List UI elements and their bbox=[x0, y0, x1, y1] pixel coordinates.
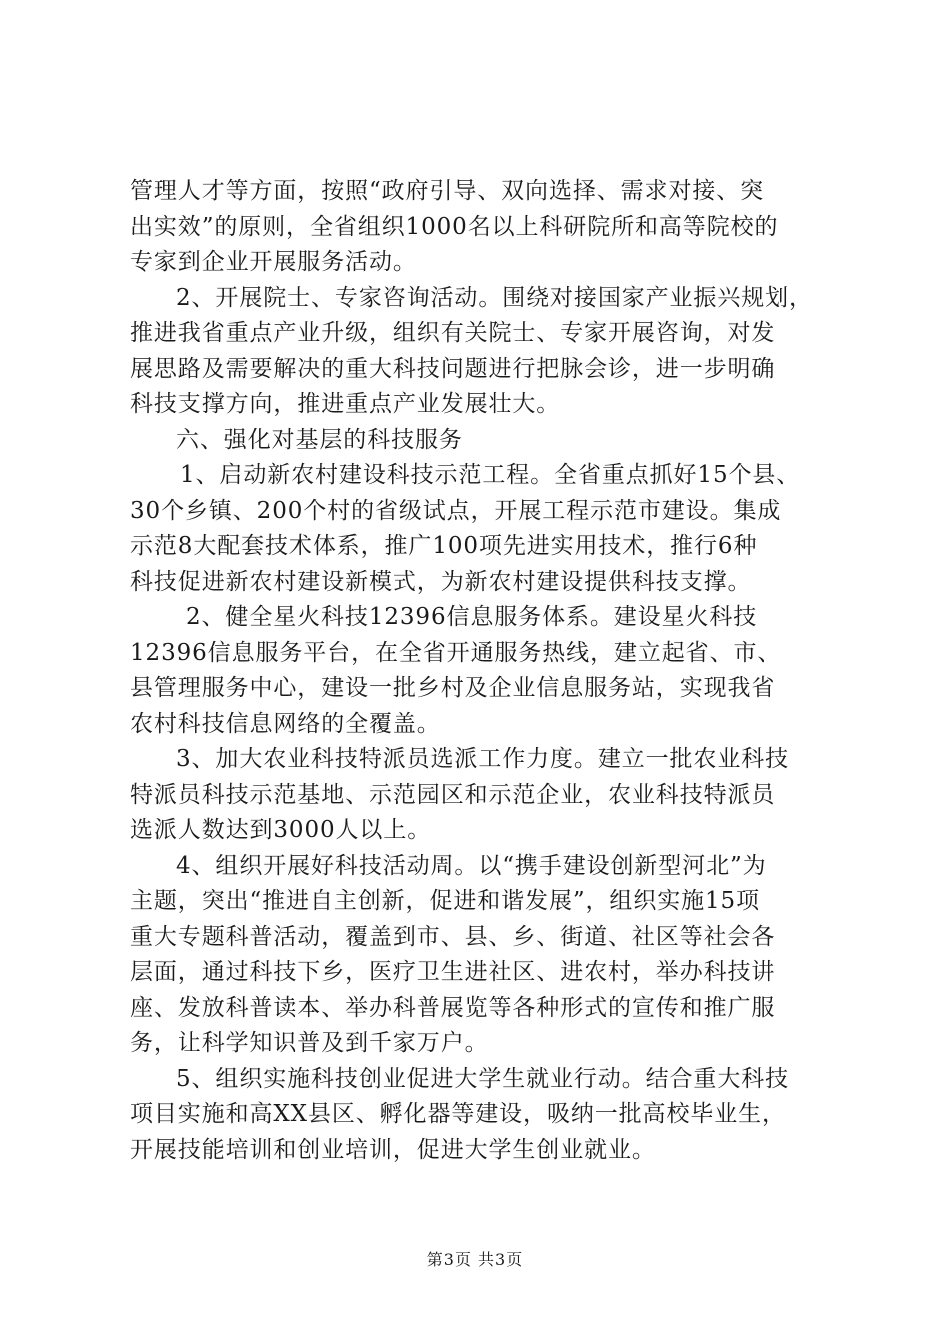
text-line: 项目实施和高XX县区、孵化器等建设，吸纳一批高校毕业生， bbox=[130, 1101, 786, 1127]
text-line: 示范8大配套技术体系，推广100项先进实用技术，推行6种 bbox=[130, 533, 758, 559]
text-line: 主题，突出“推进自主创新，促进和谐发展”，组织实施15项 bbox=[130, 888, 760, 914]
text-line: 12396信息服务平台，在全省开通服务热线，建立起省、市、 bbox=[130, 639, 782, 666]
document-body bbox=[130, 174, 830, 1168]
text-line: 县管理服务中心，建设一批乡村及企业信息服务站，实现我省 bbox=[130, 675, 776, 701]
paragraph-start-line: 3、加大农业科技特派员选派工作力度。建立一批农业科技 bbox=[176, 746, 790, 772]
text-line: 30个乡镇、200个村的省级试点，开展工程示范市建设。集成 bbox=[130, 497, 782, 524]
text-line: 专家到企业开展服务活动。 bbox=[130, 249, 417, 275]
paragraph-start-line: 2、开展院士、专家咨询活动。围绕对接国家产业振兴规划， bbox=[176, 284, 813, 311]
text-line: 务，让科学知识普及到千家万户。 bbox=[130, 1030, 489, 1056]
text-line: 农村科技信息网络的全覆盖。 bbox=[130, 710, 441, 737]
text-line: 科技促进新农村建设新模式，为新农村建设提供科技支撑。 bbox=[130, 568, 752, 595]
paragraph-start-line: 1、启动新农村建设科技示范工程。全省重点抓好15个县、 bbox=[180, 462, 801, 488]
text-line: 推进我省重点产业升级，组织有关院士、专家开展咨询，对发 bbox=[130, 320, 776, 346]
paragraph-start-line: 4、组织开展好科技活动周。以“携手建设创新型河北”为 bbox=[176, 852, 767, 879]
page-footer bbox=[0, 1247, 950, 1270]
text-line: 出实效”的原则，全省组织1000名以上科研院所和高等院校的 bbox=[130, 213, 779, 240]
section-heading: 六、强化对基层的科技服务 bbox=[176, 426, 463, 453]
text-line: 科技支撑方向，推进重点产业发展壮大。 bbox=[130, 391, 561, 417]
text-line: 展思路及需要解决的重大科技问题进行把脉会诊，进一步明确 bbox=[130, 355, 776, 382]
paragraph-start-line: 2、健全星火科技12396信息服务体系。建设星火科技 bbox=[186, 604, 758, 630]
text-line: 管理人才等方面，按照“政府引导、双向选择、需求对接、突 bbox=[130, 178, 765, 204]
paragraph-start-line: 5、组织实施科技创业促进大学生就业行动。结合重大科技 bbox=[176, 1065, 790, 1092]
text-line: 选派人数达到3000人以上。 bbox=[130, 817, 432, 843]
text-line: 特派员科技示范基地、示范园区和示范企业，农业科技特派员 bbox=[130, 781, 776, 808]
text-line: 重大专题科普活动，覆盖到市、县、乡、街道、社区等社会各 bbox=[130, 923, 776, 950]
text-line: 层面，通过科技下乡，医疗卫生进社区、进农村，举办科技讲 bbox=[130, 959, 776, 985]
text-line: 座、发放科普读本、举办科普展览等各种形式的宣传和推广服 bbox=[130, 994, 776, 1021]
text-line: 开展技能培训和创业培训，促进大学生创业就业。 bbox=[130, 1136, 656, 1163]
page-number-label: 第3页 共3页 bbox=[426, 1250, 524, 1269]
